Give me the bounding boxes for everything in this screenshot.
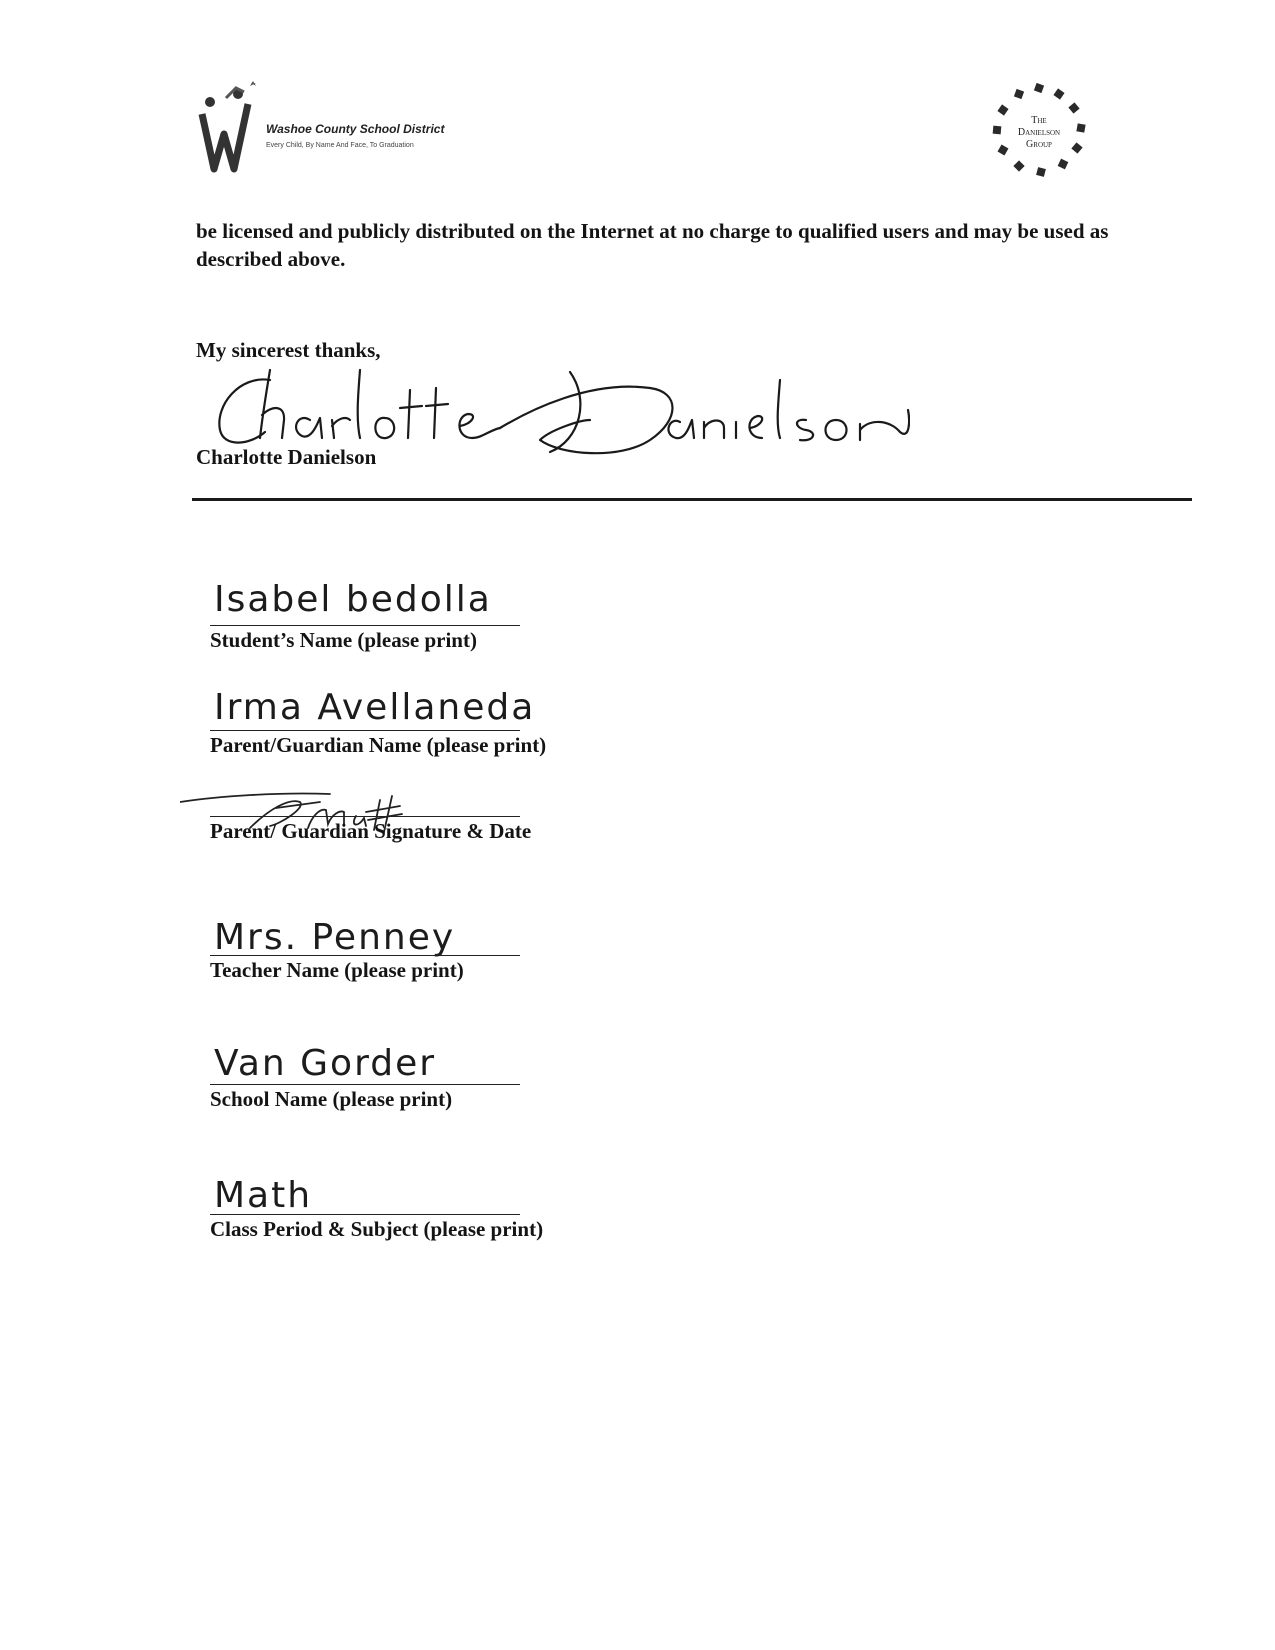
parent-name-caption: Parent/Guardian Name (please print) [210, 733, 547, 757]
teacher-name-caption: Teacher Name (please print) [210, 958, 464, 982]
parent-name-line [210, 730, 520, 731]
student-name-value: Isabel bedolla [214, 579, 492, 620]
teacher-name-line [210, 955, 520, 956]
wcsd-logo [196, 74, 446, 186]
wcsd-figures-icon [196, 74, 266, 184]
school-name-value: Van Gorder [214, 1043, 437, 1084]
school-name-caption: School Name (please print) [210, 1087, 453, 1111]
letter-body: be licensed and publicly distributed on the Internet at no charge to qualified users and may be used as described above. [196, 219, 1109, 271]
class-subject-value: Math [214, 1175, 313, 1216]
wcsd-tagline: Every Child, By Name And Face, To Graduation [266, 142, 414, 149]
letter-closing: My sincerest thanks, [196, 338, 381, 362]
danielson-line3: Group [1026, 139, 1052, 150]
wcsd-name: Washoe County School District [266, 122, 445, 136]
student-name-line [210, 625, 520, 626]
parent-signature-caption: Parent/ Guardian Signature & Date [210, 819, 532, 843]
danielson-line2: Danielson [1017, 127, 1061, 138]
signer-name: Charlotte Danielson [196, 445, 377, 469]
danielson-line1: The [1031, 115, 1047, 126]
teacher-name-value: Mrs. Penney [214, 917, 456, 958]
class-subject-caption: Class Period & Subject (please print) [210, 1217, 544, 1241]
danielson-wordmark [985, 115, 1093, 151]
school-name-line [210, 1084, 520, 1085]
student-name-caption: Student’s Name (please print) [210, 628, 477, 652]
parent-name-value: Irma Avellaneda [214, 687, 536, 728]
danielson-group-logo [985, 82, 1093, 182]
divider [192, 498, 1192, 501]
class-subject-line [210, 1214, 520, 1215]
parent-signature-line [210, 816, 520, 817]
